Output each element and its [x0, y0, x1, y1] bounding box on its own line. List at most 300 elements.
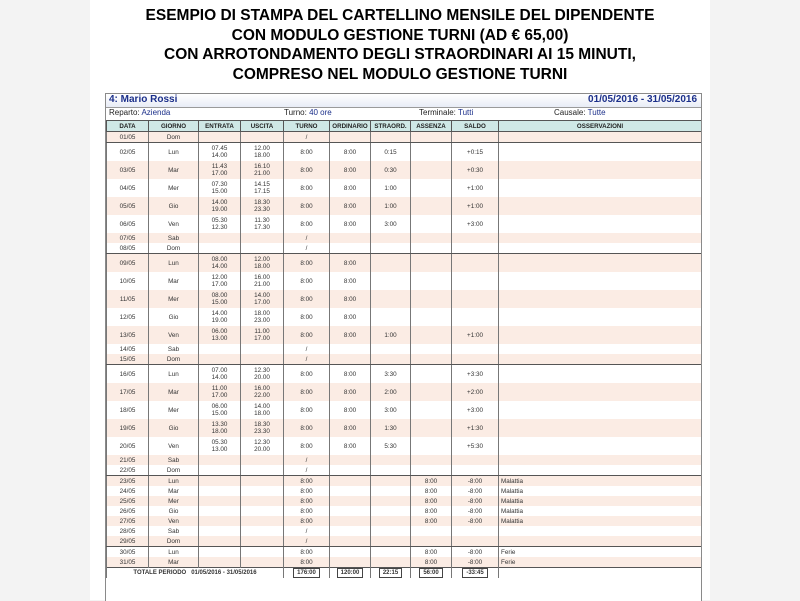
cell-text: Mar [168, 277, 179, 285]
cell-text: Sab [167, 527, 180, 535]
cell-ordinario [330, 197, 371, 215]
cell-text: 12.30 [254, 439, 270, 446]
cell-text: 18.30 [254, 421, 270, 428]
cell-text: Mar [168, 558, 179, 566]
cell-text: 09/05 [119, 259, 136, 267]
cell-giorno [149, 383, 199, 401]
cell-text: 8:00 [300, 424, 313, 432]
cell-osservazioni [499, 354, 702, 365]
cell-uscita [241, 132, 284, 143]
cell-giorno [149, 179, 199, 197]
cell-ordinario [330, 401, 371, 419]
cell-text: -8:00 [467, 558, 483, 566]
cell-data [107, 496, 149, 506]
cell-saldo [452, 197, 499, 215]
cell-text: 1:00 [384, 202, 397, 210]
cell-text: 8:00 [343, 259, 357, 267]
cell-assenza [411, 326, 452, 344]
cell-saldo [452, 365, 499, 384]
cell-giorno [149, 254, 199, 273]
cell-giorno [149, 465, 199, 476]
cell-osservazioni [499, 476, 702, 487]
cell-straord [371, 557, 411, 568]
cell-turno [284, 143, 330, 162]
cell-text: Gio [168, 202, 179, 210]
cell-text: 17/05 [119, 388, 136, 396]
causale-filter [554, 108, 606, 117]
cell-assenza [411, 161, 452, 179]
cell-text: +0:30 [467, 166, 483, 174]
total-assenza: 56:00 [419, 568, 442, 578]
cell-text: Lun [168, 548, 179, 556]
cell-entrata [199, 254, 241, 273]
employee-name: 4: Mario Rossi [109, 94, 178, 105]
causale-value: Tutte [587, 108, 606, 117]
cell-saldo [452, 143, 499, 162]
cell-text: 8:00 [424, 477, 438, 485]
cell-text: 2:00 [384, 388, 397, 396]
cell-data [107, 486, 149, 496]
cell-text: 8:00 [300, 497, 313, 505]
cell-entrata [199, 354, 241, 365]
table-row [107, 496, 702, 506]
title-line: COMPRESO NEL MODULO GESTIONE TURNI [232, 65, 568, 83]
cell-saldo [452, 547, 499, 558]
cell-giorno [149, 516, 199, 526]
cell-text: Malattia [501, 497, 524, 505]
cell-assenza [411, 179, 452, 197]
cell-ordinario [330, 547, 371, 558]
cell-turno [284, 496, 330, 506]
cell-text: Dom [166, 133, 181, 141]
cell-text: / [305, 537, 308, 545]
cell-data [107, 476, 149, 487]
cell-data [107, 516, 149, 526]
table-row [107, 437, 702, 455]
cell-giorno [149, 132, 199, 143]
totals-label: TOTALE PERIODO [133, 569, 187, 576]
cell-text: +1:00 [467, 202, 483, 210]
cell-turno [284, 536, 330, 547]
cell-text: 07.00 [211, 367, 228, 374]
cell-text: Mar [168, 166, 179, 174]
cell-text: 8:00 [300, 259, 313, 267]
cell-text: Gio [168, 424, 179, 432]
cell-giorno [149, 233, 199, 243]
cell-ordinario [330, 161, 371, 179]
cell-text: 8:00 [343, 313, 357, 321]
cell-text: Malattia [501, 477, 524, 485]
cell-osservazioni [499, 547, 702, 558]
cell-data [107, 326, 149, 344]
cell-uscita [241, 496, 284, 506]
cell-turno [284, 243, 330, 254]
cell-ordinario [330, 344, 371, 354]
cell-text: 8:00 [424, 487, 438, 495]
cell-entrata [199, 365, 241, 384]
cell-straord [371, 496, 411, 506]
cell-uscita [241, 365, 284, 384]
cell-text: 18.00 [254, 410, 270, 417]
table-row [107, 365, 702, 384]
table-row [107, 179, 702, 197]
cell-text: 22/05 [119, 466, 136, 474]
cell-text: 23.00 [254, 317, 270, 324]
cell-text: 11.43 [211, 163, 228, 170]
cell-giorno [149, 272, 199, 290]
cell-data [107, 290, 149, 308]
cell-text: 8:00 [300, 558, 313, 566]
cell-uscita [241, 465, 284, 476]
cell-text: 8:00 [300, 442, 313, 450]
cell-straord [371, 161, 411, 179]
cell-text: 8:00 [300, 313, 313, 321]
cell-turno [284, 233, 330, 243]
cell-turno [284, 383, 330, 401]
cell-turno [284, 526, 330, 536]
cell-assenza [411, 344, 452, 354]
cell-ordinario [330, 354, 371, 365]
cell-text: Ferie [501, 548, 516, 556]
cell-text: / [305, 355, 308, 363]
cell-data [107, 526, 149, 536]
cell-text: 11.00 [254, 328, 270, 335]
cell-entrata [199, 506, 241, 516]
cell-osservazioni [499, 557, 702, 568]
total-assenza-cell [411, 568, 452, 579]
cell-data [107, 437, 149, 455]
cell-turno [284, 455, 330, 465]
cell-text: 01/05 [119, 133, 136, 141]
cell-text: 8:00 [300, 166, 313, 174]
cell-text: 8:00 [424, 517, 438, 525]
cell-text: +5:30 [467, 442, 483, 450]
cell-uscita [241, 516, 284, 526]
cell-text: 12.30 [211, 224, 228, 231]
cell-text: 14.00 [211, 199, 228, 206]
cell-text: 23/05 [119, 477, 136, 485]
cell-assenza [411, 547, 452, 558]
cell-uscita [241, 455, 284, 465]
cell-entrata [199, 179, 241, 197]
cell-straord [371, 233, 411, 243]
cell-straord [371, 179, 411, 197]
cell-straord [371, 290, 411, 308]
cell-text: / [305, 234, 308, 242]
cell-straord [371, 383, 411, 401]
cell-saldo [452, 476, 499, 487]
table-row [107, 547, 702, 558]
cell-text: Ven [168, 220, 179, 228]
cell-entrata [199, 290, 241, 308]
cell-text: Malattia [501, 487, 524, 495]
cell-text: 08.00 [211, 292, 228, 299]
cell-straord [371, 437, 411, 455]
cell-text: 8:00 [300, 517, 313, 525]
cell-text: 17.00 [254, 299, 270, 306]
cell-ordinario [330, 243, 371, 254]
cell-text: 8:00 [343, 442, 357, 450]
cell-saldo [452, 179, 499, 197]
cell-giorno [149, 197, 199, 215]
cell-text: Sab [167, 234, 180, 242]
cell-saldo [452, 161, 499, 179]
cell-text: Dom [166, 355, 181, 363]
cell-text: 8:00 [343, 277, 357, 285]
cell-turno [284, 254, 330, 273]
cell-giorno [149, 215, 199, 233]
cell-osservazioni [499, 143, 702, 162]
cell-text: 14.00 [211, 263, 228, 270]
cell-giorno [149, 526, 199, 536]
cell-assenza [411, 455, 452, 465]
cell-data [107, 401, 149, 419]
cell-entrata [199, 383, 241, 401]
cell-text: 8:00 [300, 370, 313, 378]
cell-saldo [452, 308, 499, 326]
cell-saldo [452, 401, 499, 419]
cell-text: 27/05 [119, 517, 136, 525]
cell-text: -8:00 [467, 507, 483, 515]
cell-entrata [199, 486, 241, 496]
cell-text: 19/05 [119, 424, 136, 432]
cell-assenza [411, 437, 452, 455]
cell-giorno [149, 496, 199, 506]
cell-giorno [149, 308, 199, 326]
cell-text: Malattia [501, 517, 524, 525]
period-range: 01/05/2016 - 31/05/2016 [588, 94, 697, 105]
col-header-giorno: GIORNO [149, 121, 199, 132]
cell-osservazioni [499, 254, 702, 273]
timecard-table [106, 120, 702, 578]
cell-text: Mar [168, 388, 179, 396]
cell-saldo [452, 233, 499, 243]
cell-text: 20/05 [119, 442, 136, 450]
total-turno: 176:00 [293, 568, 320, 578]
cell-saldo [452, 290, 499, 308]
cell-text: 20.00 [254, 374, 270, 381]
cell-text: 13/05 [119, 331, 136, 339]
cell-osservazioni [499, 455, 702, 465]
cell-uscita [241, 215, 284, 233]
cell-giorno [149, 486, 199, 496]
cell-text: 17.30 [254, 224, 270, 231]
cell-text: 21/05 [119, 456, 136, 464]
cell-text: +1:30 [467, 424, 483, 432]
cell-uscita [241, 197, 284, 215]
cell-text: 15.00 [211, 188, 228, 195]
cell-entrata [199, 526, 241, 536]
cell-text: Sab [167, 456, 180, 464]
cell-entrata [199, 557, 241, 568]
cell-assenza [411, 419, 452, 437]
cell-text: 17.15 [254, 188, 270, 195]
cell-text: 21.00 [254, 281, 270, 288]
cell-giorno [149, 161, 199, 179]
cell-text: 13.00 [211, 335, 228, 342]
cell-text: 8:00 [343, 184, 357, 192]
cell-straord [371, 132, 411, 143]
cell-giorno [149, 536, 199, 547]
cell-giorno [149, 476, 199, 487]
title-line: CON ARROTONDAMENTO DEGLI STRAORDINARI AI 15 MINUTI, [164, 46, 636, 63]
cell-straord [371, 486, 411, 496]
cell-text: Dom [166, 244, 181, 252]
cell-osservazioni [499, 506, 702, 516]
cell-turno [284, 326, 330, 344]
cell-text: -8:00 [467, 477, 483, 485]
totals-period: 01/05/2016 - 31/05/2016 [191, 569, 257, 576]
cell-text: 8:00 [300, 331, 313, 339]
cell-text: Lun [168, 370, 179, 378]
cell-text: 26/05 [119, 507, 136, 515]
cell-uscita [241, 557, 284, 568]
page [90, 0, 710, 600]
cell-osservazioni [499, 179, 702, 197]
cell-text: 15.00 [211, 299, 228, 306]
cell-data [107, 547, 149, 558]
cell-osservazioni [499, 326, 702, 344]
cell-ordinario [330, 326, 371, 344]
cell-data [107, 354, 149, 365]
cell-assenza [411, 526, 452, 536]
cell-text: 8:00 [343, 370, 357, 378]
cell-text: Gio [168, 507, 179, 515]
cell-text: 14.00 [254, 403, 270, 410]
cell-text: 16.00 [254, 274, 270, 281]
cell-text: Ferie [501, 558, 516, 566]
cell-data [107, 215, 149, 233]
cell-text: 8:00 [343, 202, 357, 210]
total-straord: 22:15 [379, 568, 402, 578]
cell-assenza [411, 243, 452, 254]
cell-saldo [452, 354, 499, 365]
total-ordinario-cell [330, 568, 371, 579]
cell-data [107, 132, 149, 143]
cell-turno [284, 465, 330, 476]
cell-straord [371, 476, 411, 487]
cell-text: 12.00 [211, 274, 228, 281]
cell-text: 28/05 [119, 527, 136, 535]
cell-osservazioni [499, 465, 702, 476]
cell-text: 25/05 [119, 497, 136, 505]
col-header-assenza: ASSENZA [411, 121, 452, 132]
cell-ordinario [330, 486, 371, 496]
cell-data [107, 557, 149, 568]
cell-data [107, 143, 149, 162]
cell-ordinario [330, 557, 371, 568]
cell-ordinario [330, 419, 371, 437]
cell-text: 1:00 [384, 184, 397, 192]
cell-text: 8:00 [300, 406, 313, 414]
cell-text: Ven [168, 331, 179, 339]
cell-text: 8:00 [424, 558, 438, 566]
cell-text: 14.15 [254, 181, 270, 188]
cell-straord [371, 465, 411, 476]
cell-straord [371, 143, 411, 162]
cell-text: 14.00 [211, 310, 228, 317]
cell-giorno [149, 365, 199, 384]
table-row [107, 536, 702, 547]
cell-uscita [241, 326, 284, 344]
cell-assenza [411, 536, 452, 547]
table-row [107, 455, 702, 465]
cell-text: 07.45 [211, 145, 228, 152]
cell-assenza [411, 308, 452, 326]
cell-text: 14.00 [211, 374, 228, 381]
cell-osservazioni [499, 437, 702, 455]
causale-label: Causale: [554, 108, 586, 117]
cell-text: +2:00 [467, 388, 483, 396]
cell-ordinario [330, 506, 371, 516]
cell-ordinario [330, 455, 371, 465]
cell-text: 8:00 [343, 148, 357, 156]
cell-text: 17.00 [211, 281, 228, 288]
terminale-value: Tutti [457, 108, 474, 117]
cell-ordinario [330, 308, 371, 326]
cell-assenza [411, 132, 452, 143]
cell-osservazioni [499, 215, 702, 233]
cell-text: -8:00 [467, 517, 483, 525]
cell-ordinario [330, 465, 371, 476]
cell-data [107, 536, 149, 547]
total-saldo: -33:45 [462, 568, 487, 578]
table-row [107, 383, 702, 401]
cell-straord [371, 365, 411, 384]
cell-giorno [149, 455, 199, 465]
cell-text: 05.30 [211, 217, 228, 224]
cell-text: / [305, 527, 308, 535]
cell-ordinario [330, 526, 371, 536]
cell-assenza [411, 354, 452, 365]
cell-turno [284, 365, 330, 384]
cell-entrata [199, 465, 241, 476]
cell-uscita [241, 272, 284, 290]
cell-assenza [411, 486, 452, 496]
cell-text: 12/05 [119, 313, 136, 321]
cell-osservazioni [499, 365, 702, 384]
cell-saldo [452, 243, 499, 254]
cell-turno [284, 308, 330, 326]
table-body [107, 132, 702, 568]
cell-saldo [452, 254, 499, 273]
cell-text: 8:00 [300, 388, 313, 396]
cell-saldo [452, 455, 499, 465]
cell-giorno [149, 344, 199, 354]
cell-uscita [241, 344, 284, 354]
cell-text: Mer [168, 184, 179, 192]
cell-turno [284, 437, 330, 455]
cell-straord [371, 455, 411, 465]
cell-straord [371, 197, 411, 215]
table-row [107, 143, 702, 162]
cell-saldo [452, 526, 499, 536]
cell-text: 19.00 [211, 206, 228, 213]
cell-data [107, 254, 149, 273]
cell-straord [371, 344, 411, 354]
cell-giorno [149, 290, 199, 308]
cell-ordinario [330, 476, 371, 487]
cell-text: 11.00 [211, 385, 228, 392]
cell-osservazioni [499, 308, 702, 326]
cell-assenza [411, 476, 452, 487]
cell-text: 29/05 [119, 537, 136, 545]
cell-entrata [199, 243, 241, 254]
cell-saldo [452, 516, 499, 526]
cell-uscita [241, 308, 284, 326]
cell-saldo [452, 344, 499, 354]
cell-turno [284, 476, 330, 487]
